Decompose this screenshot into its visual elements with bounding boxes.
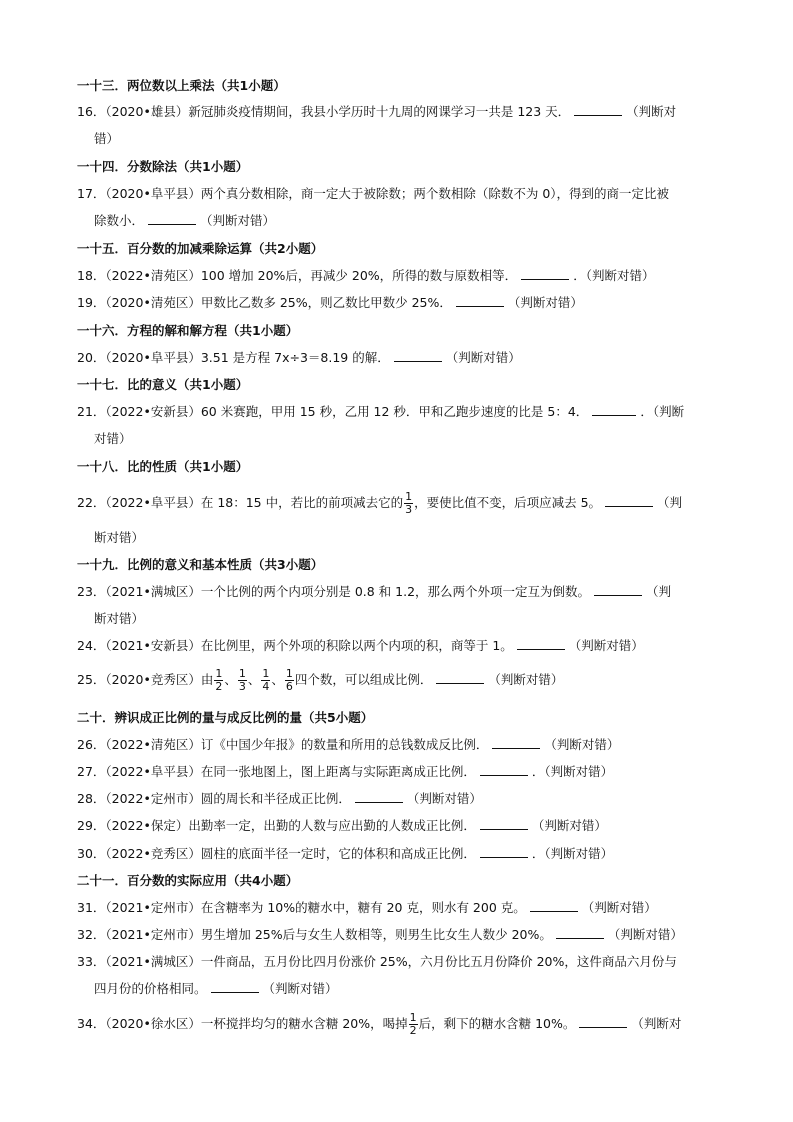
fraction-numerator: 1 — [409, 1011, 417, 1024]
answer-blank-34[interactable] — [579, 1015, 627, 1028]
section-heading-15: 一十五．百分数的加减乘除运算（共2小题） — [77, 241, 324, 256]
question-21-suffix: ．（判断 — [640, 404, 685, 419]
question-34-suffix: （判断对 — [631, 1016, 682, 1031]
answer-blank-29[interactable] — [480, 817, 528, 830]
question-20-suffix: （判断对错） — [445, 350, 521, 365]
question-34-text: 34．（2020•徐水区）一杯搅拌均匀的糖水含糖 20%，喝掉 — [77, 1016, 408, 1031]
fraction-one-half — [409, 1012, 418, 1037]
section-heading-13: 一十三．两位数以上乘法（共1小题） — [77, 78, 286, 93]
section-heading-14: 一十四．分数除法（共1小题） — [77, 159, 249, 174]
question-27-suffix: ．（判断对错） — [531, 764, 614, 779]
answer-blank-31[interactable] — [530, 899, 578, 912]
question-24-text: 24．（2021•安新县）在比例里，两个外项的积除以两个内项的积，商等于 1。 — [77, 638, 513, 653]
fraction-numerator: 1 — [262, 667, 270, 680]
question-21 — [77, 403, 684, 421]
question-30 — [77, 845, 613, 863]
question-18-text: 18．（2022•清苑区）100 增加 20%后，再减少 20%，所得的数与原数相等． — [77, 268, 518, 283]
fraction-denominator: 4 — [262, 680, 270, 693]
question-26-suffix: （判断对错） — [544, 737, 620, 752]
answer-blank-16[interactable] — [574, 103, 622, 116]
section-heading-17: 一十七．比的意义（共1小题） — [77, 377, 249, 392]
question-28 — [77, 790, 482, 808]
question-32 — [77, 926, 683, 944]
fraction-one-half — [214, 668, 223, 693]
question-22-suffix: （判 — [657, 495, 683, 510]
question-19-text: 19．（2020•清苑区）甲数比乙数多 25%，则乙数比甲数少 25%． — [77, 295, 452, 310]
answer-blank-28[interactable] — [355, 790, 403, 803]
section-heading-16: 一十六．方程的解和解方程（共1小题） — [77, 323, 299, 338]
fraction-denominator: 2 — [215, 680, 223, 693]
question-21-cont: 对错） — [94, 431, 132, 446]
fraction-numerator: 1 — [285, 667, 293, 680]
question-32-text: 32．（2021•定州市）男生增加 25%后与女生人数相等，则男生比女生人数少 20%。 — [77, 927, 552, 942]
answer-blank-30[interactable] — [480, 845, 528, 858]
question-25 — [77, 665, 563, 695]
answer-blank-25[interactable] — [436, 671, 484, 684]
question-34 — [77, 1009, 681, 1039]
fraction-denominator: 6 — [285, 680, 293, 693]
question-22 — [77, 488, 682, 518]
question-16-text: 16．（2020•雄县）新冠肺炎疫情期间，我县小学历时十九周的网课学习一共是 123 天． — [77, 104, 571, 119]
answer-blank-24[interactable] — [517, 637, 565, 650]
question-31 — [77, 899, 657, 917]
question-24 — [77, 637, 644, 655]
question-16-cont: 错） — [94, 131, 120, 146]
question-30-text: 30．（2022•竞秀区）圆柱的底面半径一定时，它的体积和高成正比例． — [77, 846, 476, 861]
fraction-separator: 、 — [247, 672, 261, 687]
answer-blank-33[interactable] — [211, 980, 259, 993]
question-26-text: 26．（2022•清苑区）订《中国少年报》的数量和所用的总钱数成反比例． — [77, 737, 489, 752]
question-18-suffix: ．（判断对错） — [573, 268, 655, 283]
section-heading-20: 二十．辨识成正比例的量与成反比例的量（共5小题） — [77, 710, 374, 725]
question-29 — [77, 817, 607, 835]
question-18 — [77, 267, 654, 285]
question-33-cont — [94, 980, 338, 998]
question-30-suffix: ．（判断对错） — [531, 846, 614, 861]
question-25-suffix: （判断对错） — [488, 672, 564, 687]
question-17-suffix: （判断对错） — [200, 213, 276, 228]
fraction-denominator: 3 — [238, 680, 246, 693]
question-25-text: 25．（2020•竞秀区）由 — [77, 672, 214, 687]
question-17-cont — [94, 212, 275, 230]
question-22-text-2: ，要使比值不变，后项应减去 5。 — [414, 495, 602, 510]
answer-blank-23[interactable] — [594, 583, 642, 596]
question-33: 33．（2021•满城区）一件商品，五月份比四月份涨价 25%，六月份比五月份降价 20%，这件商品六月份与 — [77, 954, 677, 969]
question-16 — [77, 103, 676, 121]
question-22-text: 22．（2022•阜平县）在 18：15 中，若比的前项减去它的 — [77, 495, 404, 510]
question-23-cont: 断对错） — [94, 611, 145, 626]
question-23 — [77, 583, 671, 601]
fraction-denominator: 2 — [409, 1024, 417, 1037]
fraction-one-quarter — [261, 668, 270, 693]
fraction-one-sixth — [285, 668, 294, 693]
question-23-suffix: （判 — [646, 584, 672, 599]
question-17-text: 除数小． — [94, 213, 145, 228]
question-20-text: 20．（2020•阜平县）3.51 是方程 7x÷3＝8.19 的解． — [77, 350, 390, 365]
question-27 — [77, 763, 613, 781]
fraction-denominator: 3 — [405, 503, 413, 516]
question-19 — [77, 294, 583, 312]
question-29-suffix: （判断对错） — [531, 818, 607, 833]
answer-blank-21[interactable] — [592, 403, 636, 416]
question-19-suffix: （判断对错） — [507, 295, 583, 310]
question-33-suffix: （判断对错） — [262, 981, 338, 996]
question-34-text-2: 后，剩下的糖水含糖 10%。 — [418, 1016, 576, 1031]
question-20 — [77, 349, 521, 367]
answer-blank-19[interactable] — [456, 294, 504, 307]
fraction-separator: 、 — [271, 672, 284, 687]
answer-blank-22[interactable] — [605, 494, 653, 507]
question-31-suffix: （判断对错） — [581, 900, 657, 915]
answer-blank-32[interactable] — [556, 926, 604, 939]
question-27-text: 27．（2022•阜平县）在同一张地图上，图上距离与实际距离成正比例． — [77, 764, 476, 779]
question-33-text: 四月份的价格相同。 — [94, 981, 207, 996]
question-28-suffix: （判断对错） — [406, 791, 482, 806]
fraction-numerator: 1 — [405, 490, 413, 503]
question-26 — [77, 736, 619, 754]
question-29-text: 29．（2022•保定）出勤率一定，出勤的人数与应出勤的人数成正比例． — [77, 818, 476, 833]
answer-blank-26[interactable] — [492, 736, 540, 749]
question-31-text: 31．（2021•定州市）在含糖率为 10%的糖水中，糖有 20 克，则水有 200 克。 — [77, 900, 526, 915]
section-heading-21: 二十一．百分数的实际应用（共4小题） — [77, 873, 299, 888]
answer-blank-20[interactable] — [394, 349, 442, 362]
fraction-one-third — [404, 491, 413, 516]
fraction-separator: 、 — [224, 672, 237, 687]
answer-blank-27[interactable] — [480, 763, 528, 776]
question-16-suffix: （判断对 — [626, 104, 677, 119]
question-22-cont: 断对错） — [94, 530, 145, 545]
fraction-numerator: 1 — [215, 667, 223, 680]
fraction-numerator: 1 — [238, 667, 246, 680]
question-32-suffix: （判断对错） — [607, 927, 683, 942]
section-heading-18: 一十八．比的性质（共1小题） — [77, 459, 249, 474]
section-heading-19: 一十九．比例的意义和基本性质（共3小题） — [77, 557, 324, 572]
question-17: 17．（2020•阜平县）两个真分数相除，商一定大于被除数；两个数相除（除数不为 0），得到的商一定比被 — [77, 186, 670, 201]
question-21-text: 21．（2022•安新县）60 米赛跑，甲用 15 秒，乙用 12 秒．甲和乙跑步速度的比是 5：4． — [77, 404, 589, 419]
answer-blank-17[interactable] — [148, 212, 196, 225]
question-25-text-2: 四个数，可以组成比例． — [294, 672, 433, 687]
answer-blank-18[interactable] — [521, 267, 569, 280]
question-23-text: 23．（2021•满城区）一个比例的两个内项分别是 0.8 和 1.2，那么两个外项一定互为倒数。 — [77, 584, 591, 599]
question-28-text: 28．（2022•定州市）圆的周长和半径成正比例． — [77, 791, 351, 806]
question-24-suffix: （判断对错） — [568, 638, 644, 653]
fraction-one-third — [238, 668, 247, 693]
